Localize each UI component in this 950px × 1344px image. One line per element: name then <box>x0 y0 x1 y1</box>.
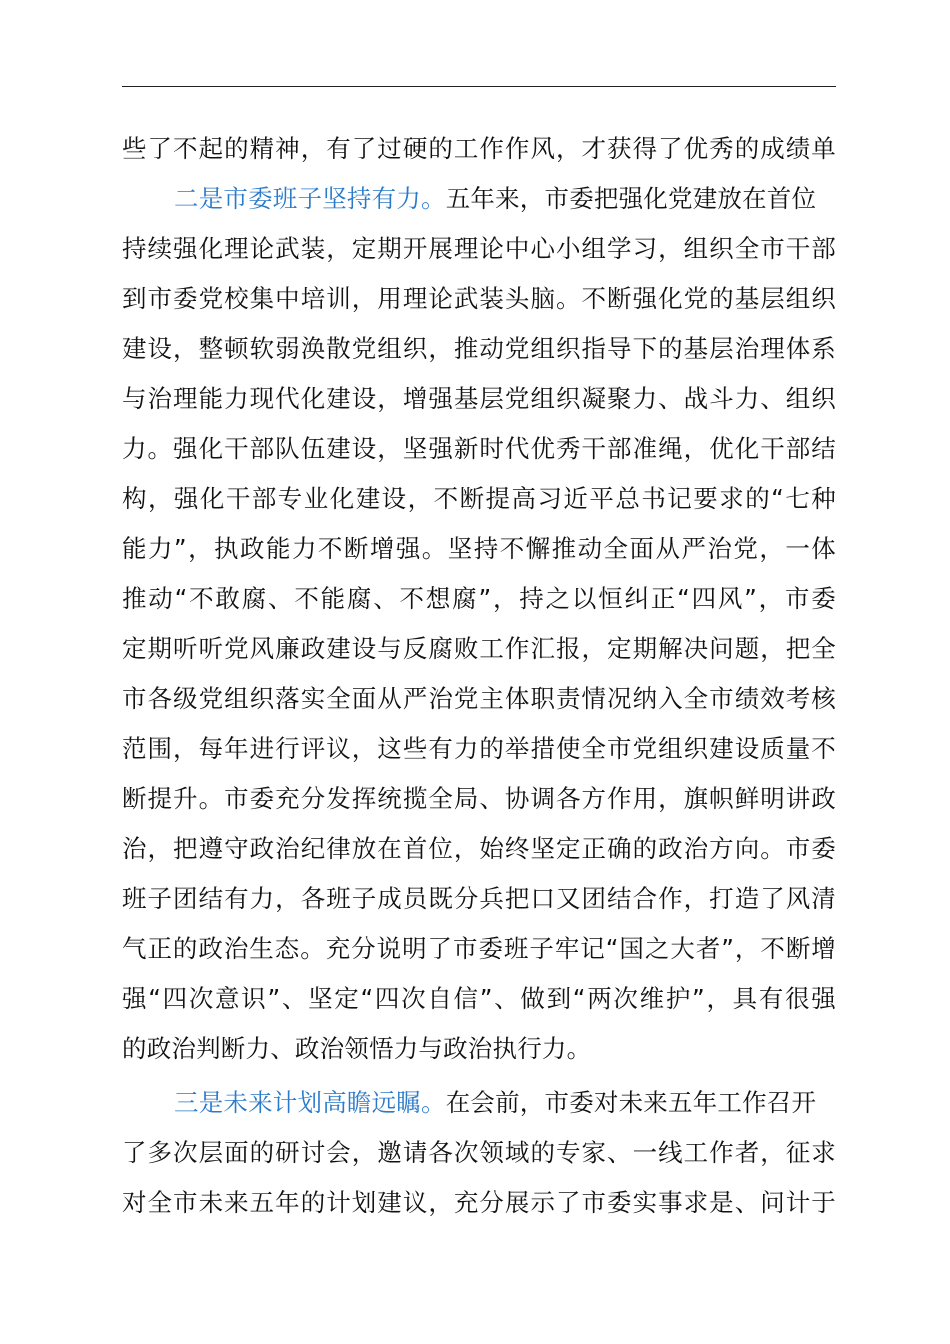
text-line: 些了不起的精神，有了过硬的工作作风，才获得了优秀的成绩单 <box>122 134 836 163</box>
paragraph-first-line <box>122 1078 836 1128</box>
text-run: 在会前，市委对未来五年工作召开 <box>445 1088 817 1117</box>
text-line: 能力”，执政能力不断增强。坚持不懈推动全面从严治党，一体 <box>122 534 836 563</box>
paragraph-3 <box>122 1078 836 1228</box>
section-heading: 二是市委班子坚持有力。 <box>174 184 446 213</box>
text-line: 持续强化理论武装，定期开展理论中心小组学习，组织全市干部 <box>122 234 836 263</box>
text-line: 气正的政治生态。充分说明了市委班子牢记“国之大者”，不断增 <box>122 934 836 963</box>
paragraph-first-line <box>122 174 836 224</box>
paragraph-1 <box>122 124 836 174</box>
section-heading: 三是未来计划高瞻远瞩。 <box>174 1088 446 1117</box>
text-line: 强“四次意识”、坚定“四次自信”、做到“两次维护”，具有很强 <box>122 984 836 1013</box>
text-line: 建设，整顿软弱涣散党组织，推动党组织指导下的基层治理体系 <box>122 334 836 363</box>
document-body <box>122 124 836 1228</box>
text-line: 市各级党组织落实全面从严治党主体职责情况纳入全市绩效考核 <box>122 684 836 713</box>
text-line: 对全市未来五年的计划建议，充分展示了市委实事求是、问计于 <box>122 1188 836 1217</box>
header-rule <box>122 86 836 87</box>
text-line: 班子团结有力，各班子成员既分兵把口又团结合作，打造了风清 <box>122 884 836 913</box>
text-line: 断提升。市委充分发挥统揽全局、协调各方作用，旗帜鲜明讲政 <box>122 784 836 813</box>
text-line: 范围，每年进行评议，这些有力的举措使全市党组织建设质量不 <box>122 734 836 763</box>
text-run: 五年来，市委把强化党建放在首位 <box>445 184 817 213</box>
paragraph-2 <box>122 174 836 1074</box>
text-line: 定期听听党风廉政建设与反腐败工作汇报，定期解决问题，把全 <box>122 634 836 663</box>
text-line: 力。强化干部队伍建设，坚强新时代优秀干部准绳，优化干部结 <box>122 434 836 463</box>
text-line: 的政治判断力、政治领悟力与政治执行力。 <box>122 1034 592 1063</box>
text-line: 了多次层面的研讨会，邀请各次领域的专家、一线工作者，征求 <box>122 1138 836 1167</box>
text-line: 到市委党校集中培训，用理论武装头脑。不断强化党的基层组织 <box>122 284 836 313</box>
text-line: 推动“不敢腐、不能腐、不想腐”，持之以恒纠正“四风”，市委 <box>122 584 836 613</box>
text-line: 治，把遵守政治纪律放在首位，始终坚定正确的政治方向。市委 <box>122 834 836 863</box>
text-line: 构，强化干部专业化建设，不断提高习近平总书记要求的“七种 <box>122 484 836 513</box>
text-line: 与治理能力现代化建设，增强基层党组织凝聚力、战斗力、组织 <box>122 384 836 413</box>
